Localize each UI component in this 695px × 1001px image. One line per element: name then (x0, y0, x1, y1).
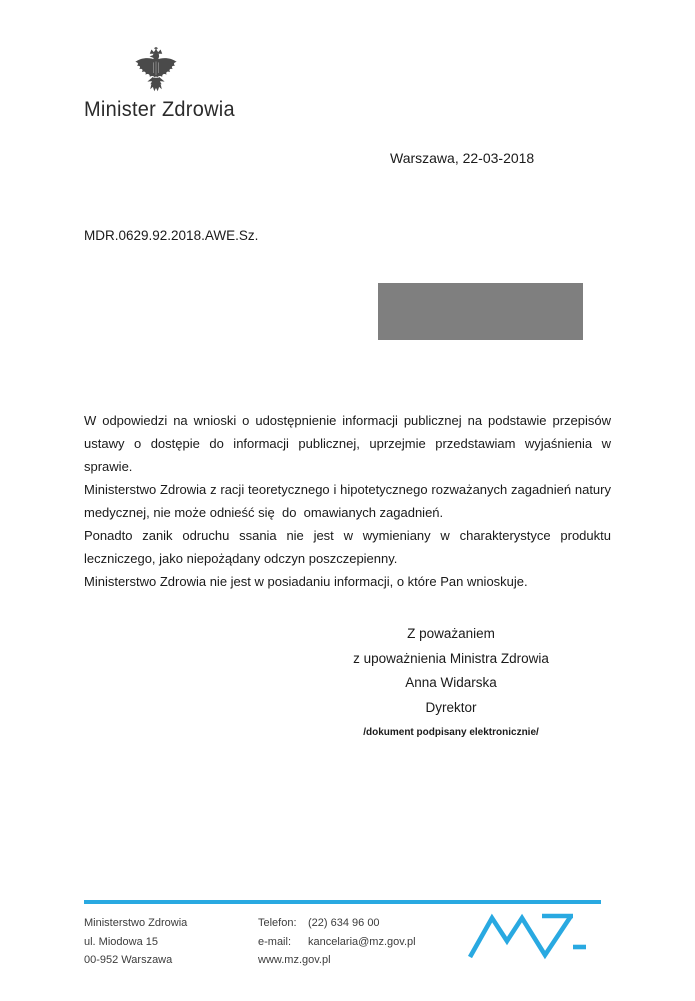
footer-website-row (258, 951, 416, 970)
sender-title: Minister Zdrowia (84, 98, 235, 121)
letter-body (84, 409, 619, 593)
signer-title: Dyrektor (425, 699, 477, 715)
electronic-signature-note: /dokument podpisany elektronicznie/ (363, 727, 539, 738)
footer-contact (258, 914, 416, 970)
reference-number: MDR.0629.92.2018.AWE.Sz. (84, 228, 259, 243)
phone-label: Telefon: (258, 917, 297, 929)
footer-address (84, 914, 187, 970)
email-value: kancelaria@mz.gov.pl (308, 935, 416, 948)
website-value: www.mz.gov.pl (258, 954, 331, 966)
footer-address-line-3: 00-952 Warszawa (84, 954, 173, 966)
body-paragraph-4: Ministerstwo Zdrowia nie jest w posiadaniu informacji, o które Pan wnioskuje. (84, 574, 528, 589)
authority-line: z upoważnienia Ministra Zdrowia (353, 650, 549, 666)
signature-block (290, 622, 612, 740)
footer-address-line-1: Ministerstwo Zdrowia (84, 917, 188, 929)
signer-name: Anna Widarska (405, 675, 497, 690)
footer-divider (84, 900, 601, 904)
footer-phone-row (258, 914, 416, 933)
closing-phrase: Z poważaniem (407, 626, 495, 641)
body-paragraph-2: Ministerstwo Zdrowia z racji teoretycznego i hipotetycznego rozważanych zagadnień natury medycznej, nie może odnieść się do omawianych zagadnień. (84, 482, 615, 520)
footer-email-row (258, 933, 416, 952)
mz-logo-icon (467, 910, 587, 960)
footer-address-line-2: ul. Miodowa 15 (84, 935, 158, 948)
email-label: e-mail: (258, 935, 292, 948)
body-paragraph-3: Ponadto zanik odruchu ssania nie jest w wymieniany w charakterystyce produktu leczniczego, jako niepożądany odczyn poszczepienny. (84, 528, 615, 566)
date-line: Warszawa, 22-03-2018 (390, 150, 535, 166)
body-paragraph-1: W odpowiedzi na wnioski o udostępnienie informacji publicznej na podstawie przepisów ustawy o dostępie do informacji publicznej, uprzejmie przedstawiam wyjaśnienia w sprawie. (84, 413, 619, 474)
redacted-recipient-block (378, 283, 583, 340)
polish-eagle-emblem-icon (132, 46, 180, 98)
phone-value: (22) 634 96 00 (308, 917, 380, 929)
